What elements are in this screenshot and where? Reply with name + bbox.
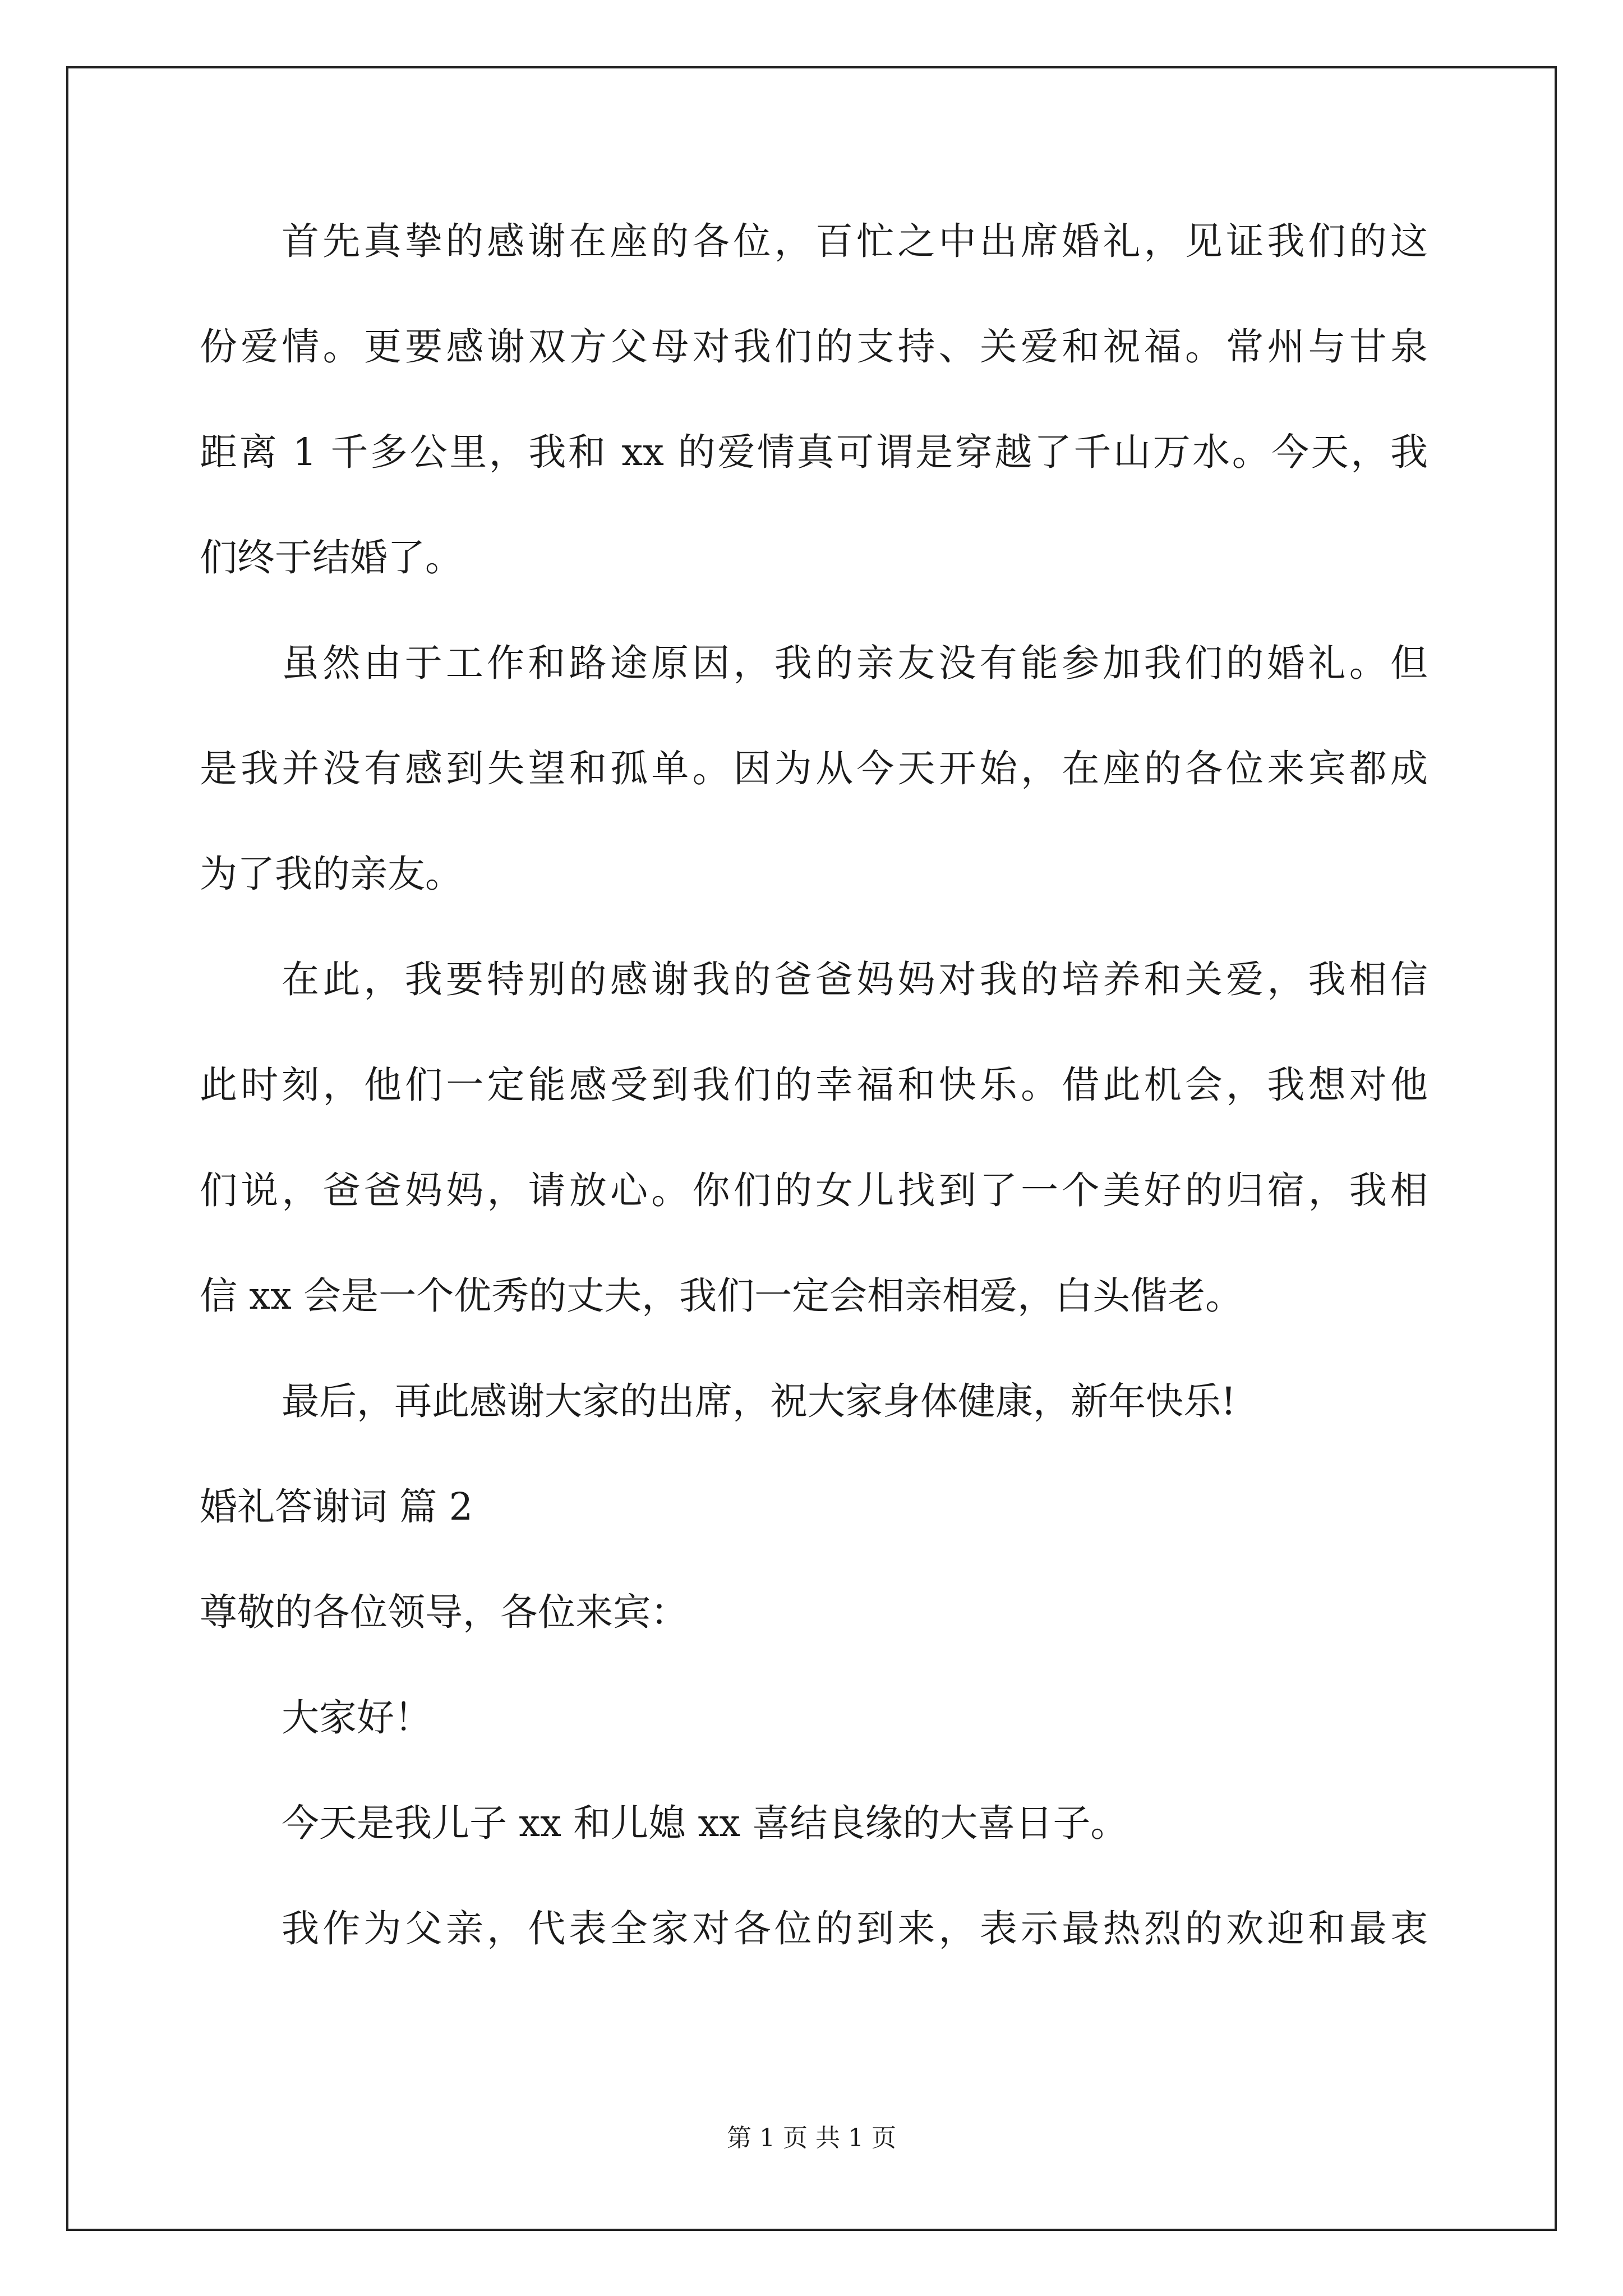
paragraph-1-line-3: 距离 1 千多公里，我和 xx 的爱情真可谓是穿越了千山万水。今天，我	[200, 430, 1428, 474]
greeting: 大家好！	[282, 1696, 432, 1740]
paragraph-2-line-2: 是我并没有感到失望和孤单。因为从今天开始，在座的各位来宾都成	[200, 747, 1428, 790]
paragraph-5-line-1: 今天是我儿子 xx 和儿媳 xx 喜结良缘的大喜日子。	[282, 1801, 1128, 1845]
paragraph-2-line-1: 虽然由于工作和路途原因，我的亲友没有能参加我们的婚礼。但	[282, 641, 1428, 685]
paragraph-2-line-3: 为了我的亲友。	[200, 852, 463, 896]
salutation: 尊敬的各位领导，各位来宾：	[200, 1590, 688, 1634]
page-footer: 第 1 页 共 1 页	[727, 2124, 896, 2152]
paragraph-1-line-2: 份爱情。更要感谢双方父母对我们的支持、关爱和祝福。常州与甘泉	[200, 325, 1428, 369]
paragraph-3-line-1: 在此，我要特别的感谢我的爸爸妈妈对我的培养和关爱，我相信	[282, 958, 1428, 1001]
paragraph-4-line-1: 最后，再此感谢大家的出席，祝大家身体健康，新年快乐!	[282, 1379, 1236, 1423]
paragraph-1-line-4: 们终于结婚了。	[200, 536, 463, 579]
paragraph-6-line-1: 我作为父亲，代表全家对各位的到来，表示最热烈的欢迎和最衷	[282, 1907, 1428, 1950]
paragraph-3-line-2: 此时刻，他们一定能感受到我们的幸福和快乐。借此机会，我想对他	[200, 1063, 1428, 1107]
paragraph-3-line-4: 信 xx 会是一个优秀的丈夫，我们一定会相亲相爱，白头偕老。	[200, 1274, 1243, 1318]
paragraph-3-line-3: 们说，爸爸妈妈，请放心。你们的女儿找到了一个美好的归宿，我相	[200, 1168, 1428, 1212]
section-heading: 婚礼答谢词 篇 2	[200, 1485, 473, 1529]
paragraph-1-line-1: 首先真挚的感谢在座的各位，百忙之中出席婚礼，见证我们的这	[282, 219, 1428, 263]
